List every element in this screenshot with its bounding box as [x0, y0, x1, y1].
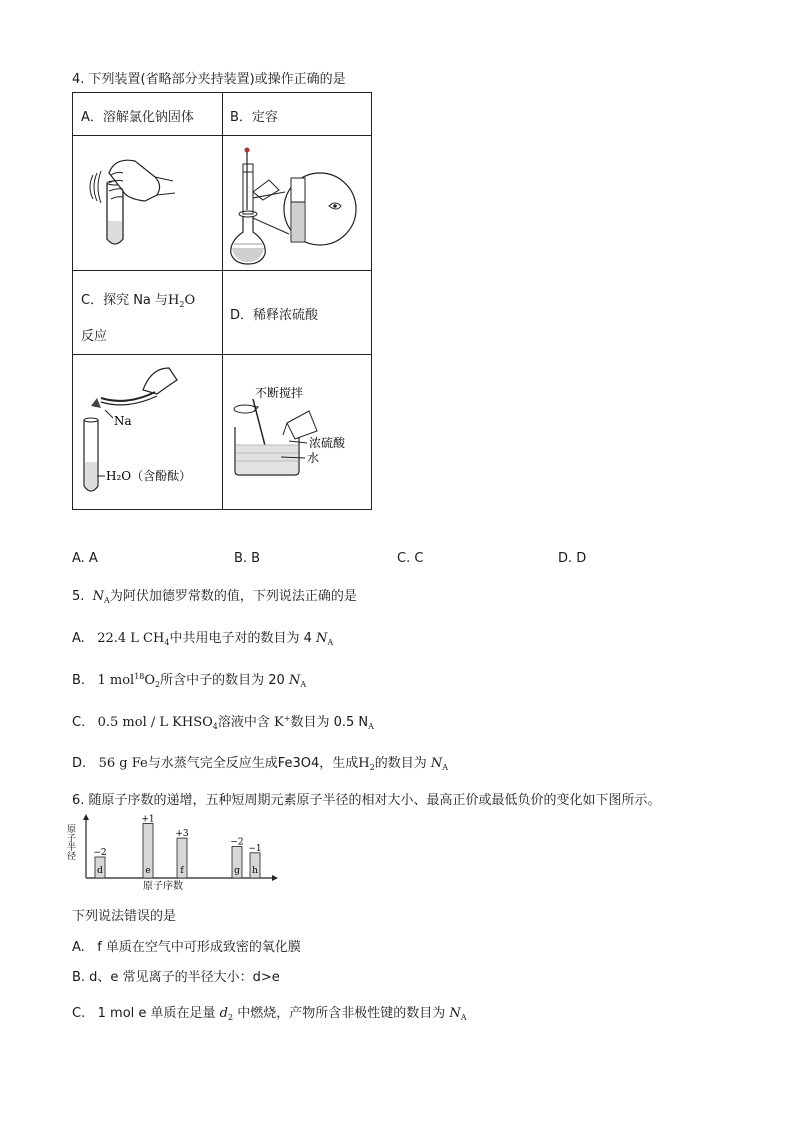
q6-stem: 6. 随原子序数的递增，五种短周期元素原子半径的相对大小、最高正价或最低负价的变化如下图所示。	[72, 793, 661, 808]
fig-d-water-label: 水	[307, 451, 320, 465]
chart-annotation-e: +1	[141, 814, 155, 825]
chart-category-d: d	[97, 866, 103, 876]
figure-c-na-water	[77, 358, 217, 506]
figure-d-dilute-acid	[225, 361, 371, 501]
chart-annotation-f: +3	[175, 829, 189, 840]
q4-table	[72, 92, 372, 510]
chart-category-f: f	[180, 866, 184, 876]
fig-c-water-label: H₂O（含酚酞）	[106, 469, 192, 483]
figure-a-shaking-tube	[77, 143, 217, 263]
chart-category-h: h	[252, 866, 258, 876]
q4-option-c: C. C	[397, 551, 424, 566]
q5-option-a: A. 22.4 L $CH_4$中共用电子对的数目为 4 $N_A$	[72, 631, 334, 647]
option-d-label: D．稀释浓硫酸	[230, 308, 319, 323]
q6-option-b: B. d、e 常见离子的半径大小：d>e	[72, 970, 280, 985]
chart-ylabel: 原子半径	[65, 824, 75, 860]
q6-option-a: A. f 单质在空气中可形成致密的氧化膜	[72, 940, 301, 955]
chart-category-g: g	[234, 866, 240, 876]
option-c-label-line2: 反应	[81, 329, 108, 344]
q6-option-c: C. 1 mol e 单质在足量 $d_2$ 中燃烧，产物所含非极性键的数目为 $N_A$	[72, 1006, 467, 1022]
q5-option-b: B. 1 $mol^{18}O_2$所含中子的数目为 20 $N_A$	[72, 672, 307, 689]
chart-annotation-h: −1	[248, 843, 262, 854]
q5-stem: 5. $N_A$为阿伏加德罗常数的值，下列说法正确的是	[72, 589, 357, 605]
q4-stem: 4. 下列装置(省略部分夹持装置)或操作正确的是	[72, 72, 346, 87]
svg-text:Na: Na	[114, 414, 132, 428]
q5-option-d: D. 56 g Fe与水蒸气完全反应生成Fe3O4，生成$H_2$的数目为 $N_A$	[72, 756, 449, 772]
option-c-label: C．探究 Na 与$H_2O$	[81, 293, 196, 309]
fig-d-stir-label: 不断搅拌	[255, 386, 304, 400]
q5-option-c: C. 0.5 mol / L $KHSO_4$溶液中含 K+数目为 0.5 $N_A$	[72, 714, 374, 731]
q4-option-b: B. B	[234, 551, 261, 566]
q4-option-a: A. A	[72, 551, 98, 566]
option-a-label: A．溶解氯化钠固体	[81, 110, 194, 125]
chart-category-e: e	[145, 866, 151, 876]
fig-d-acid-label: 浓硫酸	[309, 436, 346, 450]
option-b-label: B．定容	[230, 110, 278, 125]
q6-after: 下列说法错误的是	[72, 909, 177, 924]
chart-annotation-g: −2	[230, 837, 244, 848]
chart-xlabel: 原子序数	[143, 881, 183, 892]
q4-option-d: D. D	[558, 551, 587, 566]
figure-b-volumetric-flask	[225, 140, 371, 268]
chart-annotation-d: −2	[93, 848, 107, 858]
q6-chart	[65, 812, 290, 894]
